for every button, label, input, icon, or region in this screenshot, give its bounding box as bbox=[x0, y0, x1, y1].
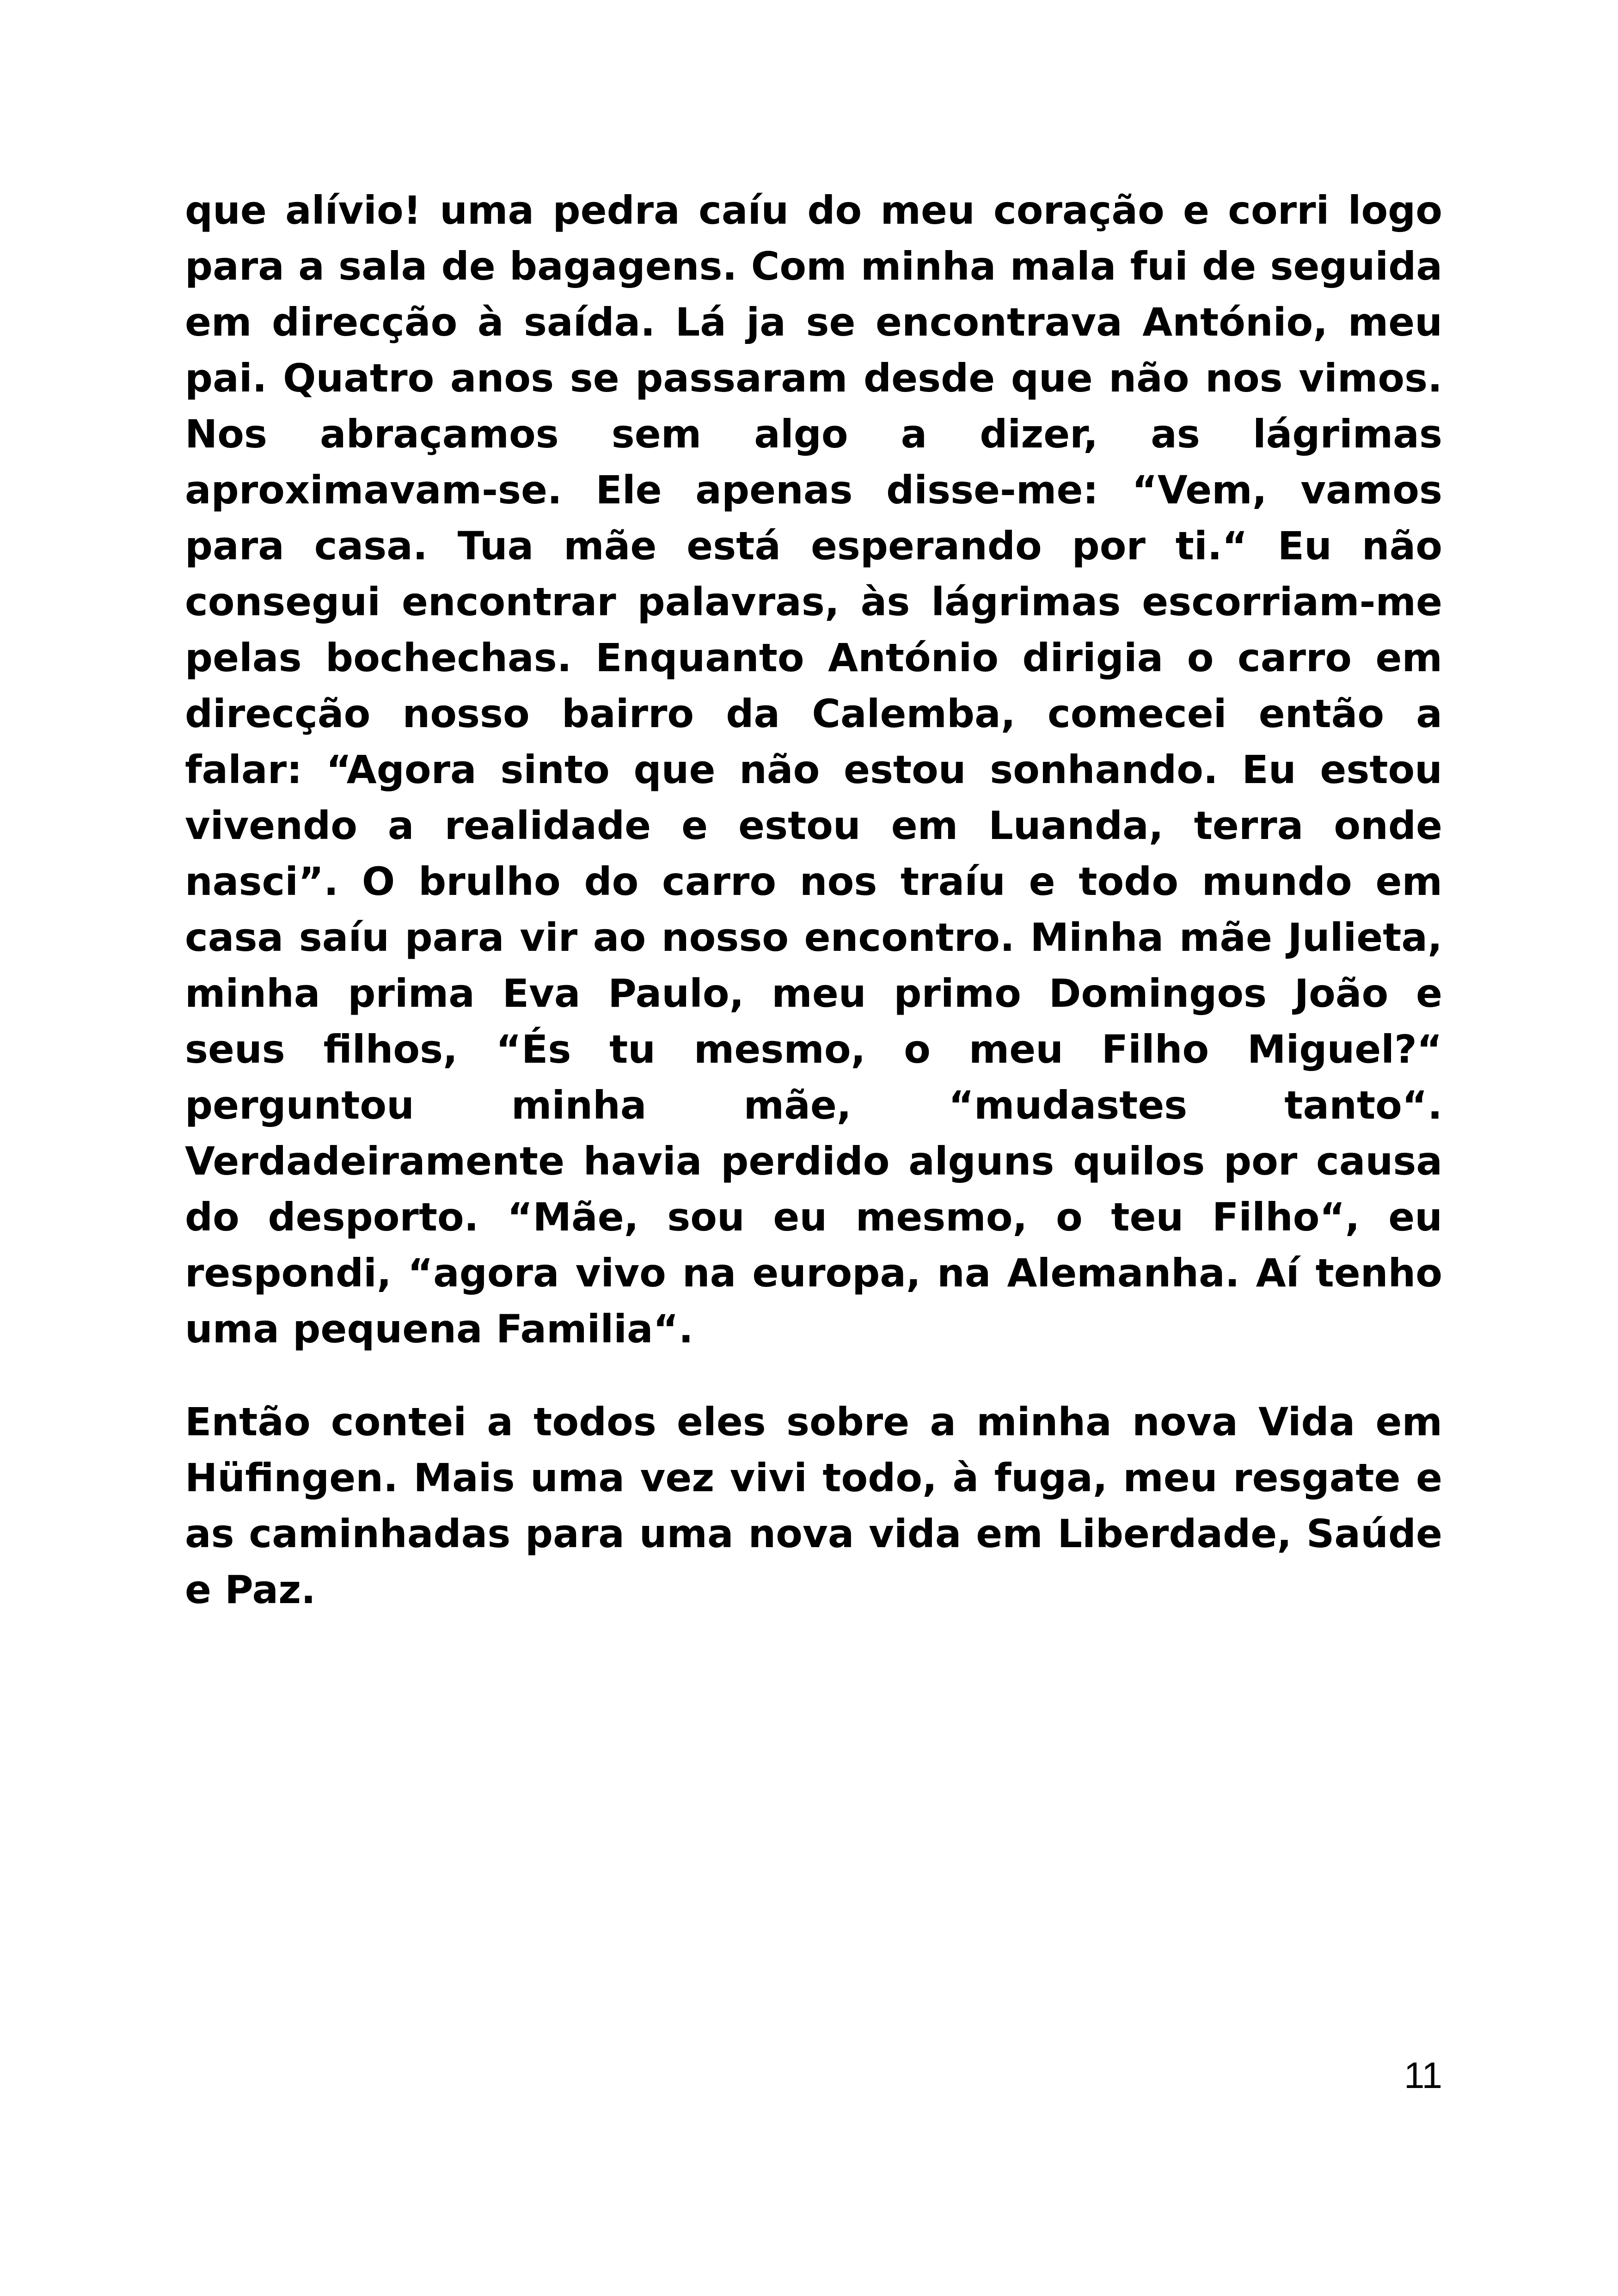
page-number: 11 bbox=[1403, 2055, 1442, 2096]
paragraph-1: que alívio! uma pedra caíu do meu coração e corri logo para a sala de bagagens. Com minha mala fui de seguida em direcção à saída. Lá ja se encontrava António, meu pai. Quatro anos se passaram desde que não nos vimos. Nos abraçamos sem algo a dizer, as lágrimas aproximavam-se. Ele apenas disse-me: “Vem, vamos para casa. Tua mãe está esperando por ti.“ Eu não consegui encontrar palavras, às lágrimas escorriam-me pelas bochechas. Enquanto António dirigia o carro em direcção nosso bairro da Calemba, comecei então a falar: “Agora sinto que não estou sonhando. Eu estou vivendo a realidade e estou em Luanda, terra onde nasci”. O brulho do carro nos traíu e todo mundo em casa saíu para vir ao nosso encontro. Minha mãe Julieta, minha prima Eva Paulo, meu primo Domingos João e seus filhos, “És tu mesmo, o meu Filho Miguel?“ perguntou minha mãe, “mudastes tanto“. Verdadeiramente havia perdido alguns quilos por causa do desporto. “Mãe, sou eu mesmo, o teu Filho“, eu respondi, “agora vivo na europa, na Alemanha. Aí tenho uma pequena Familia“. bbox=[185, 188, 1442, 1352]
paragraph-2: Então contei a todos eles sobre a minha nova Vida em Hüfingen. Mais uma vez vivi todo, à fuga, meu resgate e as caminhadas para uma nova vida em Liberdade, Saúde e Paz. bbox=[185, 1399, 1442, 1612]
body-text bbox=[185, 183, 1442, 1618]
